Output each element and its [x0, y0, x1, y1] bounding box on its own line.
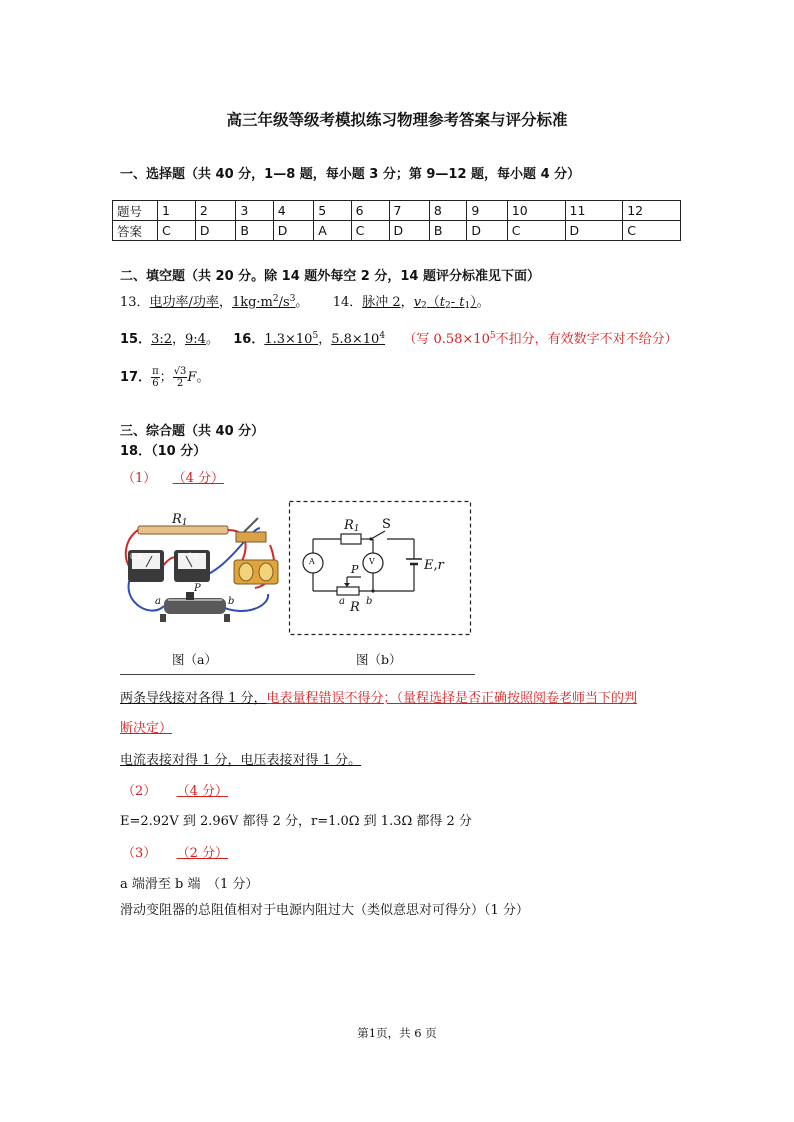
rule2-line — [120, 749, 361, 768]
q16-answer-2 — [331, 332, 385, 347]
page-footer: 第1页，共 6 页 — [357, 1026, 437, 1040]
unit-text: /s — [278, 295, 290, 310]
unit-text: 1kg·m — [231, 295, 273, 310]
table-cell: B — [429, 221, 466, 241]
q15-q16-line — [120, 328, 678, 347]
q16-answer-1 — [264, 332, 318, 347]
fig-b-caption: 图（b） — [356, 652, 402, 667]
part2-line — [122, 780, 228, 799]
table-cell: A — [314, 221, 351, 241]
q15-number: 15． — [120, 332, 152, 347]
exponent: 2 — [272, 294, 279, 304]
table-cell: D — [467, 221, 507, 241]
table-cell: C — [351, 221, 389, 241]
q14-answer-1: 脉冲 2 — [362, 295, 401, 310]
table-cell: 5 — [314, 201, 351, 221]
part3-line2: 滑动变阻器的总阻值相对于电源内阻过大（类似意思对可得分）（1 分） — [120, 903, 529, 918]
value-text: 5.8×10 — [331, 332, 380, 347]
table-row — [113, 221, 681, 241]
part1-label: （1） — [122, 471, 157, 486]
figure-a-circuit-photo — [120, 510, 290, 630]
part1-points: （4 分） — [172, 471, 224, 486]
subscript: 1 — [464, 301, 471, 311]
divider — [120, 674, 475, 675]
part3-points: （2 分） — [176, 846, 228, 861]
subscript: 1 — [181, 518, 188, 528]
subscript: 2 — [421, 301, 427, 311]
section3-heading: 三、综合题（共 40 分） — [120, 424, 265, 439]
part2-label: （2） — [122, 784, 157, 799]
q17-number: 17． — [120, 370, 152, 385]
exponent: 3 — [289, 294, 296, 304]
table-cell: 10 — [507, 201, 565, 221]
note-text: 不扣分，有效数字不对不给分） — [495, 332, 678, 347]
fig-b-p-label: P — [351, 563, 359, 576]
label-r: R — [172, 512, 182, 527]
table-cell: 6 — [351, 201, 389, 221]
q14-answer-2 — [414, 295, 477, 310]
q13-answer-2 — [232, 295, 295, 310]
table-cell: 4 — [273, 201, 313, 221]
q15-answer-1: 3:2 — [151, 332, 173, 347]
table-cell: 9 — [467, 201, 507, 221]
fig-b-switch-label: S — [382, 517, 391, 532]
fig-a-r1-label — [172, 512, 188, 528]
part1-line — [122, 467, 224, 486]
separator: ； — [159, 370, 173, 385]
minus: - — [450, 295, 460, 310]
exponent: 5 — [312, 331, 319, 341]
paren: ） — [470, 295, 477, 310]
numerator: √3 — [173, 366, 187, 377]
section2-heading: 二、填空题（共 20 分。除 14 题外每空 2 分，14 题评分标准见下面） — [120, 269, 540, 284]
rule1-red-b: 断决定） — [120, 721, 173, 736]
var-t: t — [439, 295, 446, 310]
table-cell: D — [195, 221, 235, 241]
fig-b-ammeter-label: A — [309, 557, 315, 566]
period: 。 — [476, 295, 490, 310]
fig-b-voltmeter-label: V — [369, 557, 375, 566]
fig-a-meter2-scale: 3 15 — [180, 552, 198, 561]
table-cell: D — [389, 221, 429, 241]
q14-number: 14． — [332, 295, 363, 310]
paren: （ — [426, 295, 440, 310]
label-r: R — [344, 518, 354, 533]
fraction — [173, 366, 188, 389]
rule1-red-a: 电表量程错误不得分；（量程选择是否正确按照阅卷老师当下的判 — [266, 691, 638, 706]
fig-b-r-label: R — [350, 600, 360, 615]
table-cell: C — [158, 221, 196, 241]
value-text: 1.3×10 — [264, 332, 313, 347]
q16-note — [403, 332, 677, 347]
q15-answer-2: 9:4 — [185, 332, 206, 347]
q13-number: 13． — [120, 295, 150, 310]
table-cell: C — [507, 221, 565, 241]
exponent: 5 — [489, 331, 496, 341]
answer-table — [112, 200, 681, 241]
table-cell: 3 — [236, 201, 273, 221]
page-title: 高三年级等级考模拟练习物理参考答案与评分标准 — [226, 111, 568, 129]
rule1-line-a — [120, 687, 637, 706]
separator: ， — [400, 295, 414, 310]
table-cell: 7 — [389, 201, 429, 221]
part2-text: E=2.92V 到 2.96V 都得 2 分，r=1.0Ω 到 1.3Ω 都得 2 分 — [120, 814, 472, 829]
fig-a-p-label: P — [194, 583, 201, 594]
fig-a-a-label: a — [155, 596, 161, 607]
fig-b-b-label: b — [366, 596, 373, 607]
table-cell: 11 — [565, 201, 623, 221]
table-cell: D — [273, 221, 313, 241]
var-t: t — [459, 295, 465, 310]
table-cell: 1 — [158, 201, 196, 221]
table-cell: 12 — [623, 201, 681, 221]
table-cell: C — [623, 221, 681, 241]
var-f: F — [187, 370, 197, 385]
separator: ， — [172, 332, 186, 347]
part2-points: （4 分） — [176, 784, 228, 799]
fraction — [151, 366, 160, 389]
fig-a-meter1-scale: 0.6 — [130, 552, 143, 561]
rule1-line-b — [120, 717, 172, 736]
q18-heading: 18．（10 分） — [120, 444, 207, 459]
table-row — [113, 201, 681, 221]
q13-answer-1: 电功率/功率 — [149, 295, 219, 310]
note-text: （写 0.58×10 — [403, 332, 490, 347]
exponent: 4 — [379, 331, 386, 341]
subscript: 1 — [353, 524, 360, 534]
q13-line — [120, 291, 490, 311]
denominator: 2 — [176, 378, 184, 389]
part3-line — [122, 842, 228, 861]
period: 。 — [295, 295, 309, 310]
part3-line1: a 端滑至 b 端 （1 分） — [120, 877, 259, 892]
fig-a-b-label: b — [228, 596, 235, 607]
table-cell: 答案 — [113, 221, 158, 241]
q17-line — [120, 366, 209, 389]
rule1-black: 两条导线接对各得 1 分， — [120, 691, 267, 706]
var-v: v — [413, 295, 422, 310]
denominator: 6 — [152, 378, 159, 389]
table-cell: D — [565, 221, 623, 241]
table-cell: 2 — [195, 201, 235, 221]
period: 。 — [196, 370, 210, 385]
table-cell: 8 — [429, 201, 466, 221]
fig-b-er-label: E,r — [424, 558, 444, 573]
table-cell: B — [236, 221, 273, 241]
fig-a-caption: 图（a） — [172, 652, 217, 667]
separator: ， — [218, 295, 232, 310]
fig-b-r1-label — [344, 518, 360, 534]
rule2-text: 电流表接对得 1 分，电压表接对得 1 分。 — [120, 753, 362, 768]
part3-label: （3） — [122, 846, 157, 861]
period: 。 — [205, 332, 219, 347]
subscript: 2 — [445, 301, 451, 311]
fig-b-a-label: a — [339, 596, 345, 607]
q16-number: 16． — [233, 332, 265, 347]
table-cell: 题号 — [113, 201, 158, 221]
numerator: π — [152, 366, 159, 377]
section1-heading: 一、选择题（共 40 分，1—8 题，每小题 3 分；第 9—12 题，每小题 4 分） — [120, 167, 581, 182]
separator: ， — [318, 332, 332, 347]
